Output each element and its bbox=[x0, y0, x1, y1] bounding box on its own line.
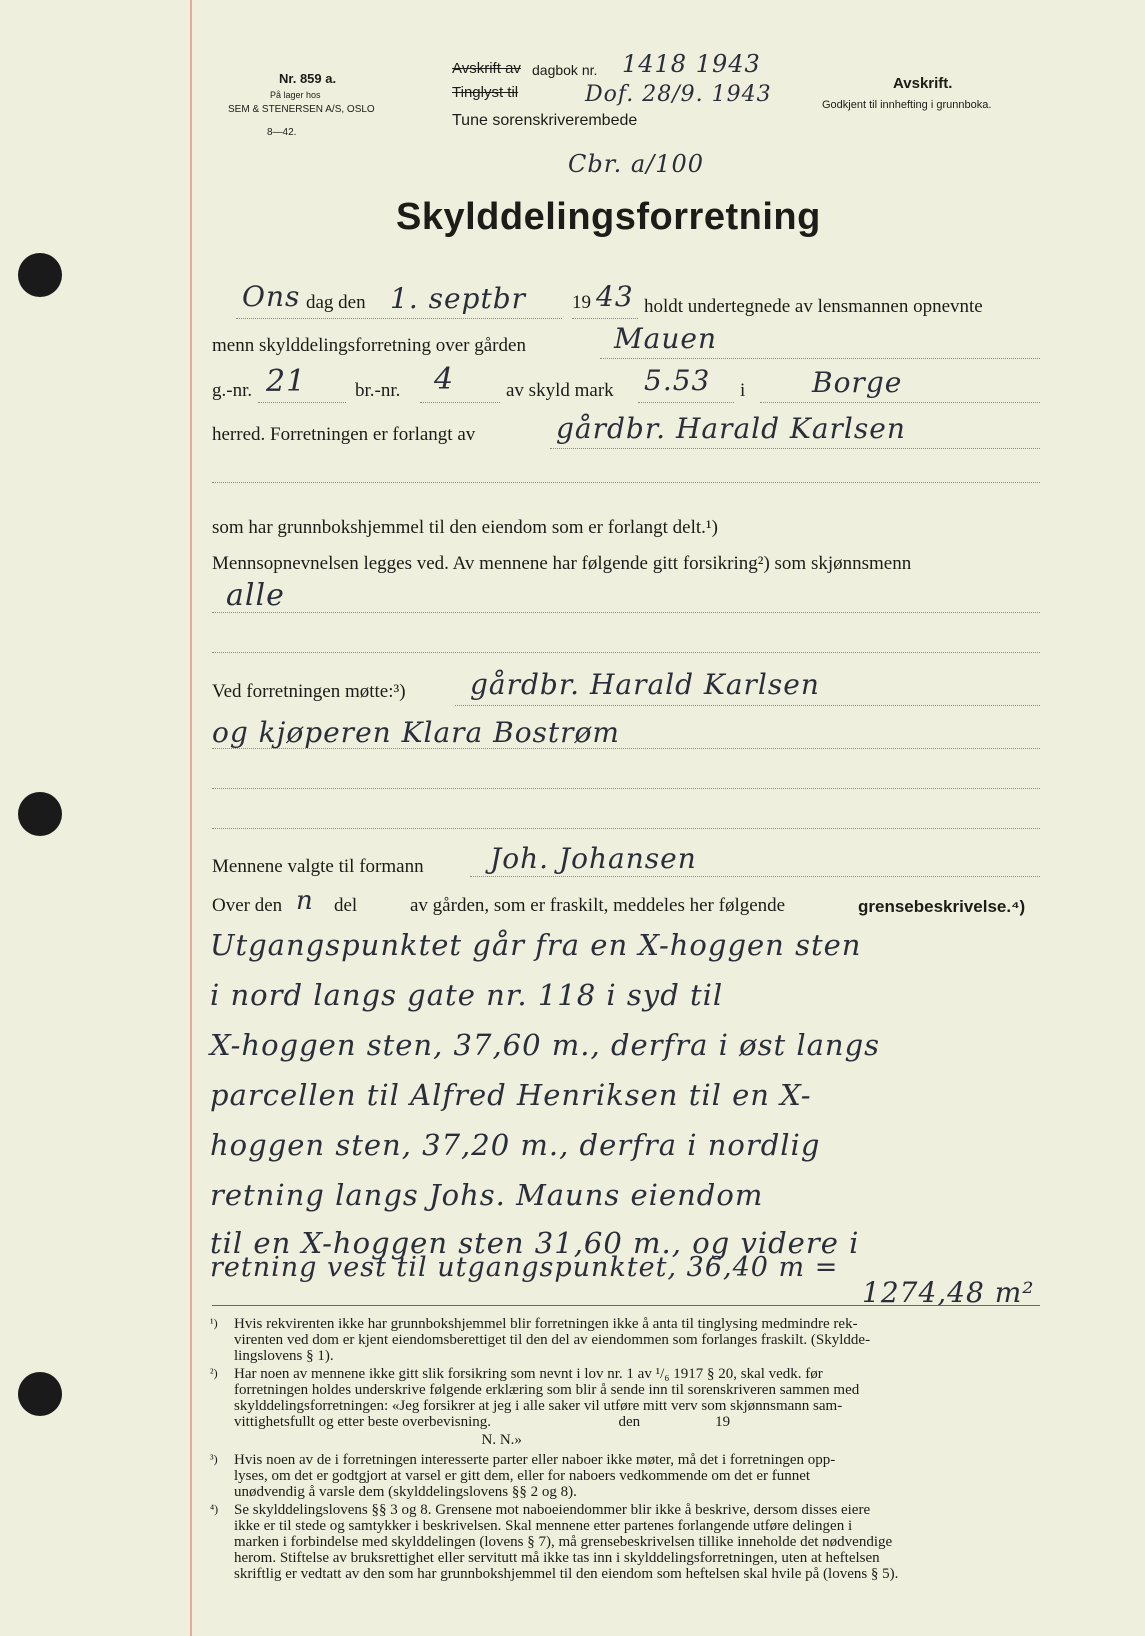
footnote-line: vittighetsfullt og etter beste overbevisning. den 19 bbox=[234, 1414, 731, 1430]
footnote-line: lyses, om det er godtgjort at varsel er gitt dem, eller for naboers vedkommende om det er funnet bbox=[234, 1468, 811, 1484]
avskrift-subtitle: Godkjent til innhefting i grunnboka. bbox=[822, 99, 992, 111]
hw-attendee-2: og kjøperen Klara Bostrøm bbox=[212, 716, 620, 749]
printed-text: menn skylddelingsforretning over gården bbox=[212, 335, 526, 356]
footnote-marker: ⁴) bbox=[210, 1502, 219, 1516]
description-line: hoggen sten, 37,20 m., derfra i nordlig bbox=[210, 1128, 821, 1162]
description-line: til en X-hoggen sten 31,60 m., og videre i bbox=[210, 1226, 860, 1260]
hw-weekday: Ons bbox=[242, 280, 301, 313]
printed-text: 19 bbox=[572, 292, 591, 313]
hw-attendee-1: gårdbr. Harald Karlsen bbox=[470, 668, 820, 701]
hw-mark: 5.53 bbox=[644, 364, 711, 397]
footnote-marker: ³) bbox=[210, 1452, 218, 1466]
printed-text: av skyld mark bbox=[506, 380, 614, 401]
printed-text: Ved forretningen møtte:³) bbox=[212, 681, 406, 702]
footnote-line: forretningen holdes underskrive følgende erklæring som blir å sende inn til sorenskriveren sammen med bbox=[234, 1382, 860, 1398]
footnote-line: Hvis noen av de i forretningen interesserte parter eller naboer ikke møter, må det i forretningen opp- bbox=[234, 1452, 836, 1468]
hw-reference: Cbr. a/100 bbox=[568, 150, 705, 178]
printed-text: av gården, som er fraskilt, meddeles her følgende bbox=[410, 895, 786, 916]
punch-hole bbox=[18, 1372, 62, 1416]
printed-text: g.-nr. bbox=[212, 380, 253, 401]
hw-tinglyst-date: Dof. 28/9. 1943 bbox=[585, 82, 772, 107]
printer-line: SEM & STENERSEN A/S, OSLO bbox=[228, 104, 375, 115]
printed-text: br.-nr. bbox=[355, 380, 401, 401]
document-title: Skylddelingsforretning bbox=[396, 196, 821, 238]
hw-requester: gårdbr. Harald Karlsen bbox=[556, 412, 906, 445]
stamp-dagbok: dagbok nr. bbox=[532, 62, 598, 78]
printed-text: i bbox=[740, 380, 746, 401]
printer-line: På lager hos bbox=[270, 90, 321, 100]
printer-line: 8—42. bbox=[267, 127, 297, 138]
hw-farm-name: Mauen bbox=[614, 322, 717, 355]
hw-insured-men: alle bbox=[226, 578, 285, 613]
hw-chairman: Joh. Johansen bbox=[490, 842, 697, 875]
footnote-line: Hvis rekvirenten ikke har grunnbokshjemmel blir forretningen ikke å anta til tinglysing medmindre rek- bbox=[234, 1316, 858, 1332]
stamp-tinglyst: Tinglyst til bbox=[452, 84, 519, 101]
footnote-line: lingslovens § 1). bbox=[234, 1348, 334, 1364]
footnote-line: virenten ved dom er kjent eiendomsberettiget til den del av eiendommen som forlanges fraskilt. (Skyldde- bbox=[234, 1332, 871, 1348]
stamp-avskrift: Avskrift av bbox=[452, 60, 521, 77]
margin-rule bbox=[190, 0, 192, 1636]
hw-part: n bbox=[296, 886, 314, 916]
footnote-line: herom. Stiftelse av bruksrettighet eller servitutt må ikke tas inn i skylddelingsforretningen, uten at heftelsen bbox=[234, 1550, 880, 1566]
hw-date: 1. septbr bbox=[390, 282, 527, 315]
hw-dagbok-number: 1418 1943 bbox=[622, 50, 761, 78]
footnote-line: Se skylddelingslovens §§ 3 og 8. Grensene mot naboeiendommer blir ikke å beskrive, dersom disses eiere bbox=[234, 1502, 871, 1518]
form-number: Nr. 859 a. bbox=[279, 71, 337, 86]
printed-text: holdt undertegnede av lensmannen opnevnte bbox=[644, 296, 983, 317]
hw-year: 43 bbox=[596, 280, 634, 313]
hw-gnr: 21 bbox=[266, 364, 307, 399]
stamp-office: Tune sorenskriverembede bbox=[452, 112, 638, 129]
description-line: i nord langs gate nr. 118 i syd til bbox=[210, 978, 724, 1012]
description-line: parcellen til Alfred Henriksen til en X- bbox=[210, 1078, 812, 1112]
hw-area-total: 1274,48 m² bbox=[862, 1276, 1035, 1309]
punch-hole bbox=[18, 792, 62, 836]
footnote-line: unødvendig å varsle dem (skylddelingslovens §§ 2 og 8). bbox=[234, 1484, 577, 1500]
footnote-line: ikke er til stede og samtykker i beskrivelsen. Skal mennene etter partenes forlangende utføre delingen i bbox=[234, 1518, 853, 1534]
footnote-marker: ²) bbox=[210, 1366, 218, 1380]
hw-bnr: 4 bbox=[434, 362, 455, 397]
punch-hole bbox=[18, 253, 62, 297]
footnote-line: N. N.» bbox=[234, 1432, 522, 1448]
footnote-line: skylddelingsforretningen: «Jeg forsikrer at jeg i alle saker vil utføre mitt verv som skjønnsmann sam- bbox=[234, 1398, 843, 1414]
description-line: retning vest til utgangspunktet, 36,40 m = bbox=[210, 1252, 839, 1283]
footnote-line: Har noen av mennene ikke gitt slik forsikring som nevnt i lov nr. 1 av ¹/₆ 1917 § 20, skal vedk. før bbox=[234, 1366, 823, 1382]
printed-text: som har grunnbokshjemmel til den eiendom som er forlangt delt.¹) bbox=[212, 517, 718, 538]
printed-text: dag den bbox=[306, 292, 366, 313]
printed-text: Mennsopnevnelsen legges ved. Av mennene har følgende gitt forsikring²) som skjønnsmenn bbox=[212, 553, 912, 574]
printed-text: del bbox=[334, 895, 358, 916]
footnote-line: marken i forbindelse med skylddelingen (lovens § 7), må grensebeskrivelsen tillike inneholde det nødvendige bbox=[234, 1534, 893, 1550]
avskrift-title: Avskrift. bbox=[893, 75, 953, 92]
printed-text: Mennene valgte til formann bbox=[212, 856, 424, 877]
hw-municipality: Borge bbox=[812, 366, 903, 399]
description-line: X-hoggen sten, 37,60 m., derfra i øst langs bbox=[210, 1028, 881, 1062]
description-line: retning langs Johs. Mauns eiendom bbox=[210, 1178, 764, 1212]
printed-text: herred. Forretningen er forlangt av bbox=[212, 424, 476, 445]
description-line: Utgangspunktet går fra en X-hoggen sten bbox=[210, 928, 862, 962]
printed-text-bold: grensebeskrivelse.⁴) bbox=[858, 897, 1026, 916]
printed-text: Over den bbox=[212, 895, 283, 916]
footnote-marker: ¹) bbox=[210, 1316, 218, 1330]
footnote-line: skriftlig er vedtatt av den som har grunnbokshjemmel til den eiendom som heftelsen skal hvile på (lovens § 5). bbox=[234, 1566, 899, 1582]
